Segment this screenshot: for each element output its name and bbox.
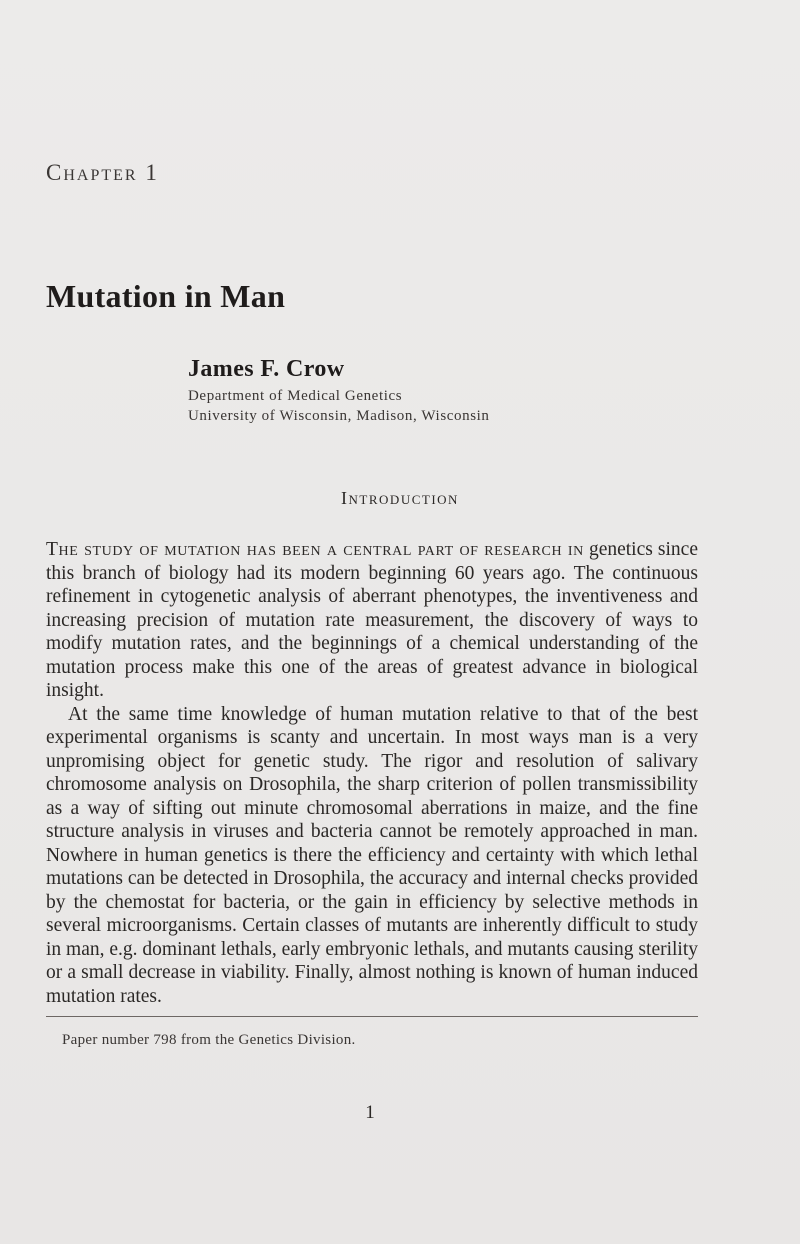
page-number: 1 bbox=[365, 1102, 375, 1123]
paragraph-1-text: genetics since this branch of biology had its modern beginning 60 years ago. The continuous refinement in cytogenetic analysis of aberrant phenotypes, the inventiveness and increasing precision of mutation rate measurement, the discovery of ways to modify mutation rates, and the beginnings of a chemical understanding of the mutation process make this one of the areas of greatest advance in biological insight. bbox=[46, 539, 698, 701]
paragraph-1 bbox=[46, 538, 698, 703]
author-university: University of Wisconsin, Madison, Wisconsin bbox=[188, 408, 490, 424]
section-heading: Introduction bbox=[341, 488, 459, 508]
footnote: Paper number 798 from the Genetics Division. bbox=[62, 1032, 356, 1048]
body-text bbox=[46, 538, 698, 1008]
author-department: Department of Medical Genetics bbox=[188, 388, 403, 404]
paragraph-lead-in: The study of mutation has been a central part of research in bbox=[46, 539, 584, 560]
chapter-title: Mutation in Man bbox=[46, 278, 286, 314]
footnote-rule bbox=[46, 1016, 698, 1017]
chapter-label: Chapter 1 bbox=[46, 160, 159, 185]
paragraph-2: At the same time knowledge of human mutation relative to that of the best experimental organisms is scanty and uncertain. In most ways man is a very unpromising object for genetic study. The rigor and resolution of salivary chromosome analysis on Drosophila, the sharp criterion of pollen transmissibility as a way of sifting out minute chromosomal aberrations in maize, and the fine structure analysis in viruses and bacteria cannot be remotely approached in man. Nowhere in human genetics is there the efficiency and certainty with which lethal mutations can be detected in Drosophila, the accuracy and internal checks provided by the chemostat for bacteria, or the gain in efficiency by selective methods in several microorganisms. Certain classes of mutants are inherently difficult to study in man, e.g. dominant lethals, early embryonic lethals, and mutants causing sterility or a small decrease in viability. Finally, almost nothing is known of human induced mutation rates. bbox=[46, 703, 699, 1007]
author-name: James F. Crow bbox=[188, 356, 345, 382]
